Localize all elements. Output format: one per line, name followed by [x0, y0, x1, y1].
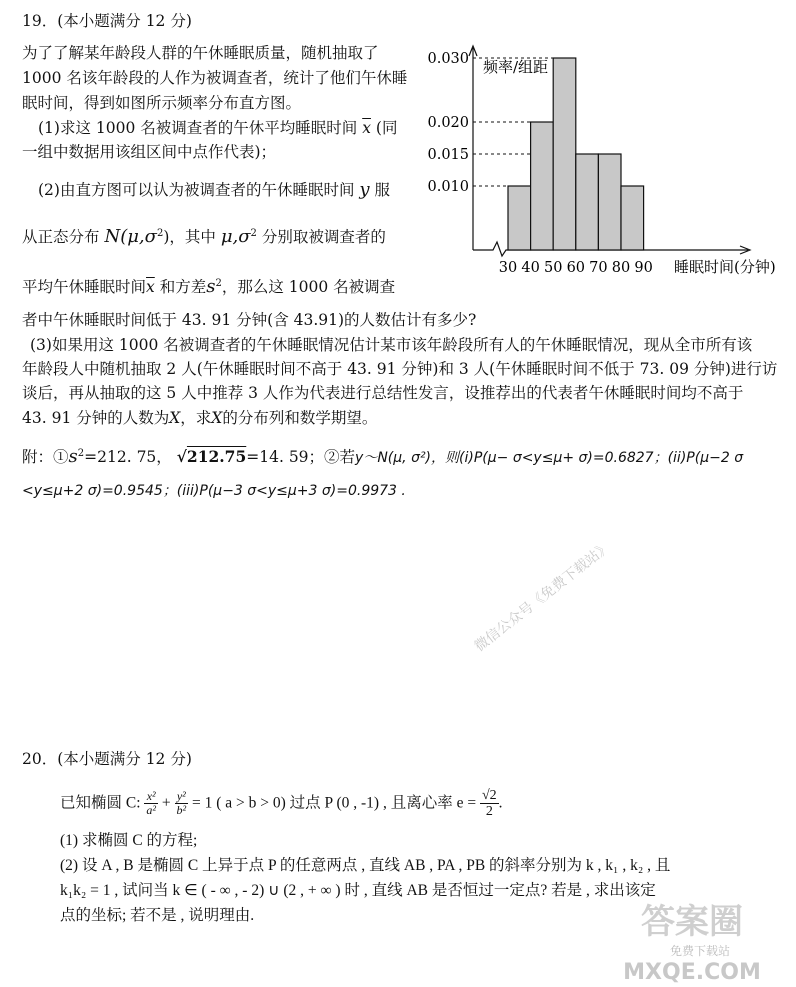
q19-part2-line4: 者中午休睡眠时间低于 43. 91 分钟(含 43.91)的人数估计有多少?	[22, 311, 477, 329]
x-tick-label: 70	[589, 260, 608, 276]
histogram-chart	[418, 40, 776, 280]
q19-part3-line4: 43. 91 分钟的人数为X，求X的分布列和数学期望。	[22, 409, 378, 427]
histogram-bar	[508, 186, 531, 250]
q19-note-line2: <y≤μ+2 σ)=0.9545；(iii)P(μ−3 σ<y≤μ+3 σ)=0.9973 .	[22, 483, 406, 499]
logo-sub-text: 免费下载站	[669, 944, 731, 958]
q20-line5: 点的坐标; 若不是 , 说明理由.	[60, 907, 255, 924]
histogram-bar	[598, 154, 621, 250]
x-tick-label: 30	[498, 260, 518, 276]
q19-part2-line2: 从正态分布 $N(\mu,\sigma^2)$，其中 $\mu,\sigma^2$ 分别取被调查者的	[22, 226, 386, 247]
histogram-bar	[531, 122, 554, 250]
y-tick-label: 0.020	[427, 115, 469, 131]
x-tick-label: 90	[634, 260, 653, 276]
q19-part2-line3: 平均午休睡眠时间$\overline{x}$ 和方差$s^2$，那么这 1000 名被调查	[22, 276, 396, 297]
logo-main-text: 答案圈	[641, 902, 743, 942]
q19-header: 19．(本小题满分 12 分)	[22, 12, 192, 30]
x-tick-label: 40	[521, 260, 540, 276]
q19-part3-line1: (3)如果用这 1000 名被调查者的午休睡眠情况估计某市该年龄段所有人的午休睡眠情况，现从全市所有该	[30, 336, 753, 354]
q20-line3: (2) 设 A , B 是椭圆 C 上异于点 P 的任意两点 , 直线 AB , PA , PB 的斜率分别为 k , k₁ , k₂ , 且	[60, 857, 671, 874]
y-symbol: y	[359, 179, 370, 200]
y-tick-label: 0.010	[427, 179, 469, 195]
q20-line4: k₁k₂ = 1 , 试问当 k ∈ ( - ∞ , - 2) ∪ (2 , + ∞ ) 时 , 直线 AB 是否恒过一定点? 若是 , 求出该定	[60, 882, 656, 899]
q20-line1: 已知椭圆 C: $\frac{\text{x²}}{\text{a²}}$ + $\frac{\text{y²}}{\text{b²}}$ = 1 ( a > b > 0) 过点 P (0 , -1) , 且离心率 e = $\frac{√2}{2}$ .	[60, 788, 503, 820]
histogram-bar	[576, 154, 599, 250]
q19-intro-line1: 为了了解某年龄段人群的午休睡眠质量，随机抽取了	[22, 44, 379, 62]
x-tick-label: 60	[566, 260, 586, 276]
histogram-bar	[621, 186, 644, 250]
q19-note-line1: 附：$①s^2=212$. 75， √212.75=14. 59；②若y～N(μ, σ²)，则(i)P(μ− σ<y≤μ+ σ)=0.6827；(ii)P(μ−2 σ	[22, 446, 744, 467]
q19-part3-line2: 年龄段人中随机抽取 2 人(午休睡眠时间不高于 43. 91 分钟)和 3 人(午休睡眠时间不低于 73. 09 分钟)进行访	[22, 360, 778, 378]
q20-line2: (1) 求椭圆 C 的方程;	[60, 832, 198, 849]
q19-intro-line2: 1000 名该年龄段的人作为被调查者，统计了他们午休睡	[22, 69, 408, 87]
sqrt-value: 212.75	[186, 447, 247, 466]
q19-part2-line1: (2)由直方图可以认为被调查者的午休睡眠时间 y 服	[38, 179, 391, 200]
y-tick-label: 0.015	[427, 147, 469, 163]
x-axis-label: 睡眠时间(分钟)	[674, 258, 776, 276]
watermark: 微信公众号《免费下载站》	[471, 538, 615, 655]
q19-part1-line2: 一组中数据用该组区间中点作代表)；	[22, 143, 277, 161]
q19-part3-line3: 谈后，再从抽取的这 5 人中推荐 3 人作为代表进行总结性发言，设推荐出的代表者午休睡眠时间均不高于	[22, 384, 744, 402]
q20-header: 20．(本小题满分 12 分)	[22, 750, 192, 768]
x-tick-label: 80	[611, 260, 631, 276]
y-tick-label: 0.030	[427, 51, 469, 67]
xbar-symbol: $\overline{x}$	[362, 119, 371, 137]
x-tick-label: 50	[543, 260, 563, 276]
q19-part1-line1: (1)求这 1000 名被调查者的午休平均睡眠时间 $\overline{x}$ (同	[38, 119, 398, 137]
y-axis-label: 频率/组距	[483, 58, 549, 76]
histogram-bar	[553, 58, 576, 250]
site-logo	[592, 893, 792, 983]
logo-site-text: MXQE.COM	[623, 960, 761, 985]
q19-intro-line3: 眠时间，得到如图所示频率分布直方图。	[22, 94, 302, 112]
